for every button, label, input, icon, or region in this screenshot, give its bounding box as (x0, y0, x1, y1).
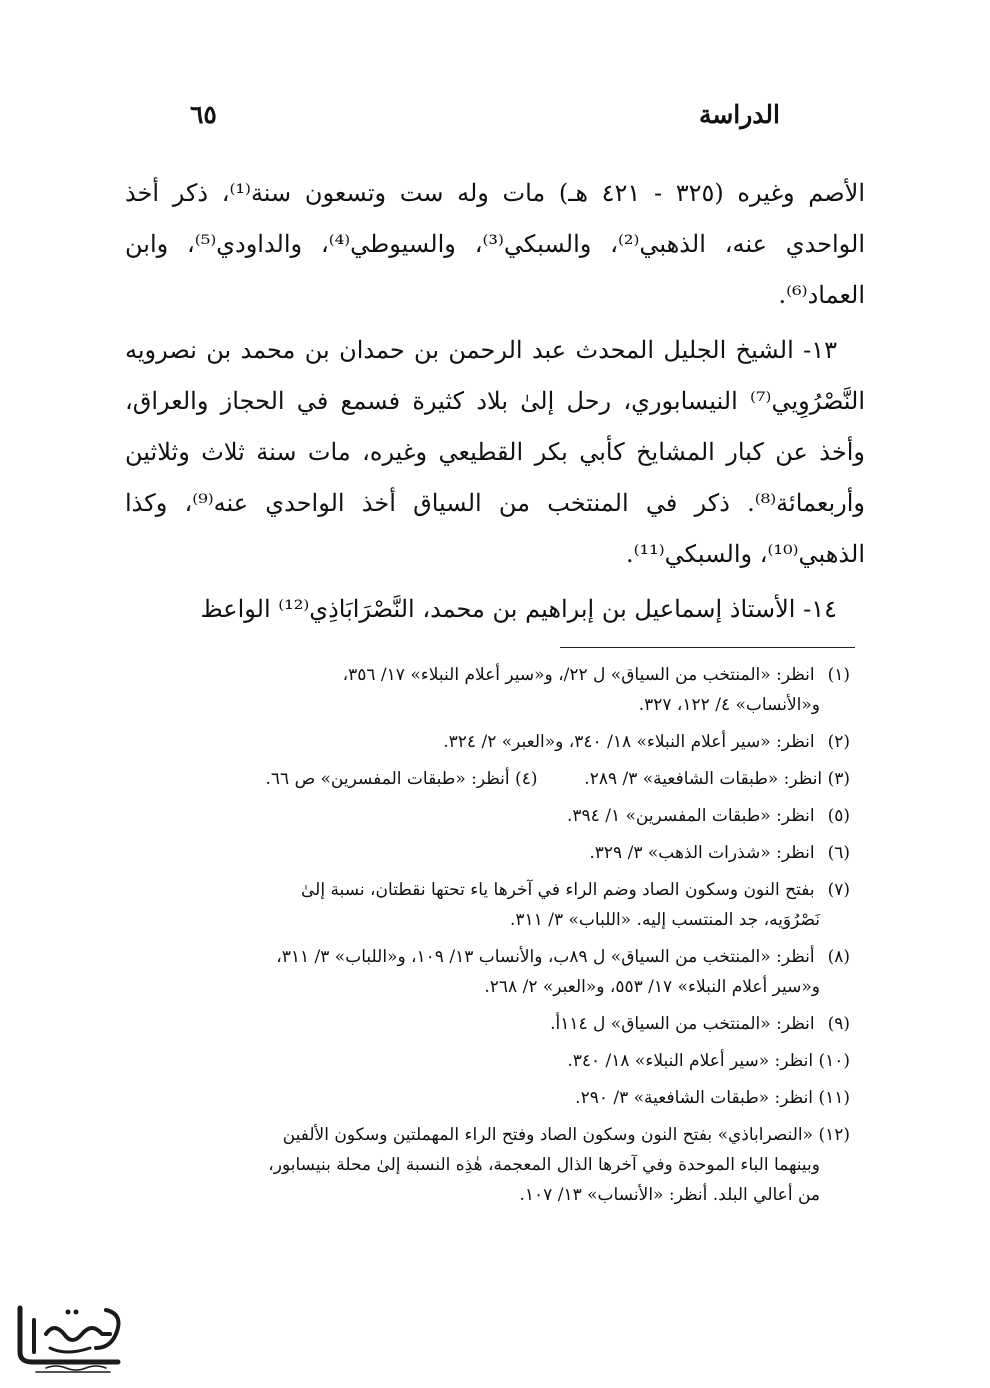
footnote-text: انظر: «طبقات المفسرين» ١/ ٣٩٤. (566, 806, 815, 826)
footnote-number: (٦) (827, 843, 850, 863)
footnote-text-continued: و«سير أعلام النبلاء» ١٧/ ٥٥٣، و«العبر» ٢/ ٢٦٨. (484, 977, 820, 997)
footnote-text-continued: من أعالي البلد. أنظر: «الأنساب» ١٣/ ١٠٧. (519, 1185, 820, 1205)
footnotes-3-4 (120, 764, 850, 794)
footnote-text: «النصراباذي» بفتح النون وسكون الصاد وفتح الراء المهملتين وسكون الألفين (282, 1125, 814, 1145)
paragraph-entry-13: ١٣- الشيخ الجليل المحدث عبد الرحمن بن حمدان بن محمد بن نصرويه النَّصْرُوِيي⁽⁷⁾ النيسابوري، رحل إلىٰ بلاد كثيرة فسمع في الحجاز والعراق، وأخذ عن كبار المشايخ كأبي بكر القطيعي وغيره، مات سنة ثلاث وثلاثين وأربعمائة⁽⁸⁾. ذكر في المنتخب من السياق أخذ الواحدي عنه⁽⁹⁾، وكذا الذهبي⁽¹⁰⁾، والسبكي⁽¹¹⁾. (125, 336, 865, 568)
footnote-number: (٤) (515, 769, 538, 789)
footnote-6 (120, 838, 850, 868)
footnote-number: (٢) (827, 732, 850, 752)
footnote-number: (٧) (827, 880, 850, 900)
footnote-12 (120, 1120, 850, 1210)
footnote-number: (١٢) (818, 1125, 850, 1145)
footnote-text: انظر: «المنتخب من السياق» ل ١١٤أ. (550, 1014, 815, 1034)
footnote-text: انظر: «سير أعلام النبلاء» ١٨/ ٣٤٠. (567, 1051, 814, 1071)
paragraph-entry-14: ١٤- الأستاذ إسماعيل بن إبراهيم بن محمد، النَّصْرَابَاذِي⁽¹²⁾ الواعظ (200, 595, 837, 623)
footnote-text-continued: و«الأنساب» ٤/ ١٢٢، ٣٢٧. (638, 695, 820, 715)
footnote-8 (120, 942, 850, 1002)
footnote-9 (120, 1009, 850, 1039)
footnote-text-continued: وبينهما الباء الموحدة وفي آخرها الذال المعجمة، هٰذِه النسبة إلىٰ محلة بنيسابور، (268, 1155, 820, 1175)
footnote-number: (١١) (818, 1088, 850, 1108)
seal-strokes (20, 1308, 118, 1372)
footnote-text: انظر: «المنتخب من السياق» ل ٢٢/، و«سير أعلام النبلاء» ١٧/ ٣٥٦، (342, 665, 815, 685)
footnote-number: (٨) (827, 947, 850, 967)
paragraph-continuation: الأصم وغيره (٣٢٥ - ٤٢١ هـ) مات وله ست وتسعون سنة⁽¹⁾، ذكر أخذ الواحدي عنه، الذهبي⁽²⁾، والسبكي⁽³⁾، والسيوطي⁽⁴⁾، والداودي⁽⁵⁾، وابن العماد⁽⁶⁾. (125, 179, 866, 309)
footnotes (120, 660, 850, 1217)
footnote-10 (120, 1046, 850, 1076)
footnote-text: أنظر: «المنتخب من السياق» ل ٨٩ب، والأنساب ١٣/ ١٠٩، و«اللباب» ٣/ ٣١١، (276, 947, 815, 967)
footnote-number: (٩) (827, 1014, 850, 1034)
chapter-title: الدراسة (698, 100, 780, 129)
footnote-number: (١٠) (818, 1051, 850, 1071)
footnote-1 (120, 660, 850, 720)
main-text (125, 168, 865, 635)
footnote-11 (120, 1083, 850, 1113)
footnote-text: بفتح النون وسكون الصاد وضم الراء في آخرها ياء تحتها نقطتان، نسبة إلىٰ (300, 880, 815, 900)
footnote-7 (120, 875, 850, 935)
calligraphic-seal-icon (6, 1290, 136, 1380)
footnote-5 (120, 801, 850, 831)
footnote-separator (560, 647, 855, 648)
footnote-text: انظر: «سير أعلام النبلاء» ١٨/ ٣٤٠، و«العبر» ٢/ ٣٢٤. (443, 732, 815, 752)
page-number: ٦٥ (190, 100, 217, 129)
footnote-number: (٥) (827, 806, 850, 826)
footnote-text: انظر: «شذرات الذهب» ٣/ ٣٢٩. (589, 843, 815, 863)
footnote-text-continued: نَصْرُوَيه، جد المنتسب إليه. «اللباب» ٣/ ٣١١. (510, 910, 820, 930)
footnote-text: انظر: «طبقات الشافعية» ٣/ ٢٩٠. (575, 1088, 814, 1108)
footnote-number: (١) (827, 665, 850, 685)
footnote-2 (120, 727, 850, 757)
footnote-text: أنظر: «طبقات المفسرين» ص ٦٦. (265, 769, 510, 789)
footnote-text: انظر: «طبقات الشافعية» ٣/ ٢٨٩. (584, 769, 823, 789)
running-header (120, 100, 870, 140)
footnote-number: (٣) (827, 769, 850, 789)
